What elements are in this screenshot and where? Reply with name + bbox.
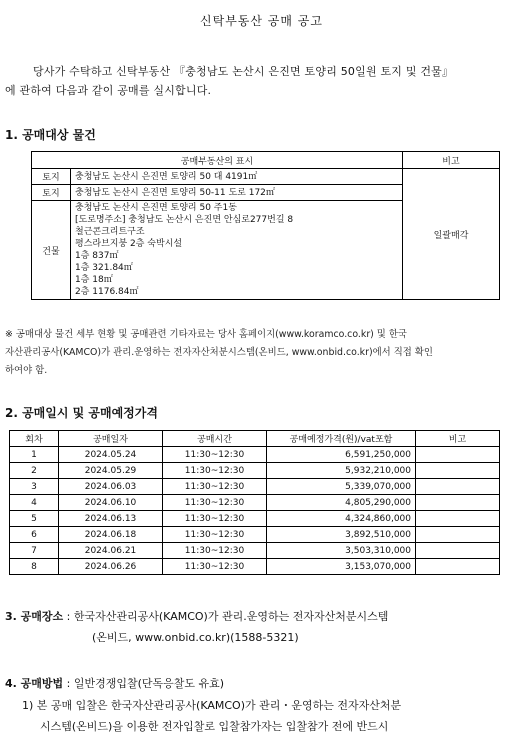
schedule-row xyxy=(10,511,500,527)
col-date: 공매일자 xyxy=(59,431,163,447)
round-cell: 2 xyxy=(10,463,59,479)
note-cell xyxy=(416,479,500,495)
building-line: [도로명주소] 충청남도 논산시 은진면 안심로277번길 8 xyxy=(75,215,294,225)
round-cell: 8 xyxy=(10,559,59,575)
property-table-note-header: 비고 xyxy=(403,152,500,169)
schedule-row xyxy=(10,479,500,495)
schedule-row xyxy=(10,495,500,511)
property-kind: 토지 xyxy=(32,185,71,201)
notice-line: 하여야 함. xyxy=(5,365,48,376)
round-cell: 3 xyxy=(10,479,59,495)
note-cell xyxy=(416,559,500,575)
section-3-label: 3. 공매장소 xyxy=(5,610,64,623)
date-cell: 2024.06.21 xyxy=(59,543,163,559)
schedule-body xyxy=(10,447,500,575)
property-kind: 건물 xyxy=(32,201,71,300)
section-3-line-2: (온비드, www.onbid.co.kr)(1588-5321) xyxy=(92,631,299,644)
note-cell xyxy=(416,527,500,543)
intro-line-1: 당사가 수탁하고 신탁부동산 『충청남도 논산시 은진면 토양리 50일원 토지 및 건물』 xyxy=(33,65,454,78)
section-3-line-1 xyxy=(5,607,388,627)
date-cell: 2024.06.18 xyxy=(59,527,163,543)
col-round: 회차 xyxy=(10,431,59,447)
property-notice xyxy=(5,326,515,380)
col-time: 공매시간 xyxy=(163,431,267,447)
note-cell xyxy=(416,463,500,479)
price-cell: 4,324,860,000 xyxy=(267,511,416,527)
round-cell: 1 xyxy=(10,447,59,463)
building-line: 2층 1176.84㎡ xyxy=(75,287,139,297)
property-row xyxy=(32,169,500,185)
time-cell: 11:30~12:30 xyxy=(163,511,267,527)
building-line: 1층 837㎡ xyxy=(75,251,119,261)
price-cell: 3,153,070,000 xyxy=(267,559,416,575)
col-price: 공매예정가격(원)/vat포함 xyxy=(267,431,416,447)
price-cell: 5,932,210,000 xyxy=(267,463,416,479)
round-cell: 6 xyxy=(10,527,59,543)
section-4-item-1-line-2: 시스템(온비드)을 이용한 전자입찰로 입찰참가자는 입찰참가 전에 반드시 xyxy=(40,720,389,733)
note-cell xyxy=(416,543,500,559)
price-cell: 3,892,510,000 xyxy=(267,527,416,543)
schedule-row xyxy=(10,559,500,575)
property-kind: 토지 xyxy=(32,169,71,185)
schedule-table xyxy=(9,430,500,575)
note-cell xyxy=(416,511,500,527)
page-title: 신탁부동산 공매 공고 xyxy=(200,14,323,28)
time-cell: 11:30~12:30 xyxy=(163,463,267,479)
time-cell: 11:30~12:30 xyxy=(163,495,267,511)
date-cell: 2024.06.26 xyxy=(59,559,163,575)
section-4-label: 4. 공매방법 xyxy=(5,677,64,690)
intro-line-2: 에 관하여 다음과 같이 공매를 실시합니다. xyxy=(5,84,212,97)
section-4-line-1 xyxy=(5,674,224,694)
date-cell: 2024.06.03 xyxy=(59,479,163,495)
time-cell: 11:30~12:30 xyxy=(163,447,267,463)
section-4-text: : 일반경쟁입찰(단독응찰도 유효) xyxy=(63,677,225,690)
price-cell: 3,503,310,000 xyxy=(267,543,416,559)
property-desc-building xyxy=(71,201,403,300)
time-cell: 11:30~12:30 xyxy=(163,479,267,495)
time-cell: 11:30~12:30 xyxy=(163,559,267,575)
section-3-text: : 한국자산관리공사(KAMCO)가 관리.운영하는 전자자산처분시스템 xyxy=(63,610,389,623)
property-desc: 충청남도 논산시 은진면 토양리 50 대 4191㎡ xyxy=(71,169,403,185)
property-table xyxy=(31,151,500,300)
round-cell: 4 xyxy=(10,495,59,511)
round-cell: 7 xyxy=(10,543,59,559)
round-cell: 5 xyxy=(10,511,59,527)
section-4-item-1-line-1: 1) 본 공매 입찰은 한국자산관리공사(KAMCO)가 관리・운영하는 전자자산처분 xyxy=(22,699,402,712)
section-2-heading: 2. 공매일시 및 공매예정가격 xyxy=(5,406,158,420)
note-cell xyxy=(416,495,500,511)
property-table-header: 공매부동산의 표시 xyxy=(32,152,403,169)
building-line: 충청남도 논산시 은진면 토양리 50 주1동 xyxy=(75,203,237,213)
building-line: 철근콘크리트구조 xyxy=(75,227,145,237)
date-cell: 2024.05.24 xyxy=(59,447,163,463)
building-line: 1층 18㎡ xyxy=(75,275,113,285)
property-note: 일괄매각 xyxy=(403,169,500,300)
date-cell: 2024.05.29 xyxy=(59,463,163,479)
schedule-row xyxy=(10,527,500,543)
building-line: 평스라브지붕 2층 숙박시설 xyxy=(75,239,183,249)
date-cell: 2024.06.10 xyxy=(59,495,163,511)
time-cell: 11:30~12:30 xyxy=(163,543,267,559)
time-cell: 11:30~12:30 xyxy=(163,527,267,543)
schedule-header-row xyxy=(10,431,500,447)
notice-line: ※ 공매대상 물건 세부 현황 및 공매관련 기타자료는 당사 홈페이지(www.koramco.co.kr) 및 한국 xyxy=(5,329,407,340)
schedule-row xyxy=(10,543,500,559)
price-cell: 6,591,250,000 xyxy=(267,447,416,463)
property-desc: 충청남도 논산시 은진면 토양리 50-11 도로 172㎡ xyxy=(71,185,403,201)
note-cell xyxy=(416,447,500,463)
building-line: 1층 321.84㎡ xyxy=(75,263,133,273)
section-1-heading: 1. 공매대상 물건 xyxy=(5,128,96,142)
price-cell: 5,339,070,000 xyxy=(267,479,416,495)
schedule-row xyxy=(10,447,500,463)
intro-paragraph xyxy=(5,62,515,100)
date-cell: 2024.06.13 xyxy=(59,511,163,527)
notice-line: 자산관리공사(KAMCO)가 관리.운영하는 전자자산처분시스템(온비드, www.onbid.co.kr)에서 직접 확인 xyxy=(5,347,433,358)
schedule-row xyxy=(10,463,500,479)
price-cell: 4,805,290,000 xyxy=(267,495,416,511)
col-note: 비고 xyxy=(416,431,500,447)
